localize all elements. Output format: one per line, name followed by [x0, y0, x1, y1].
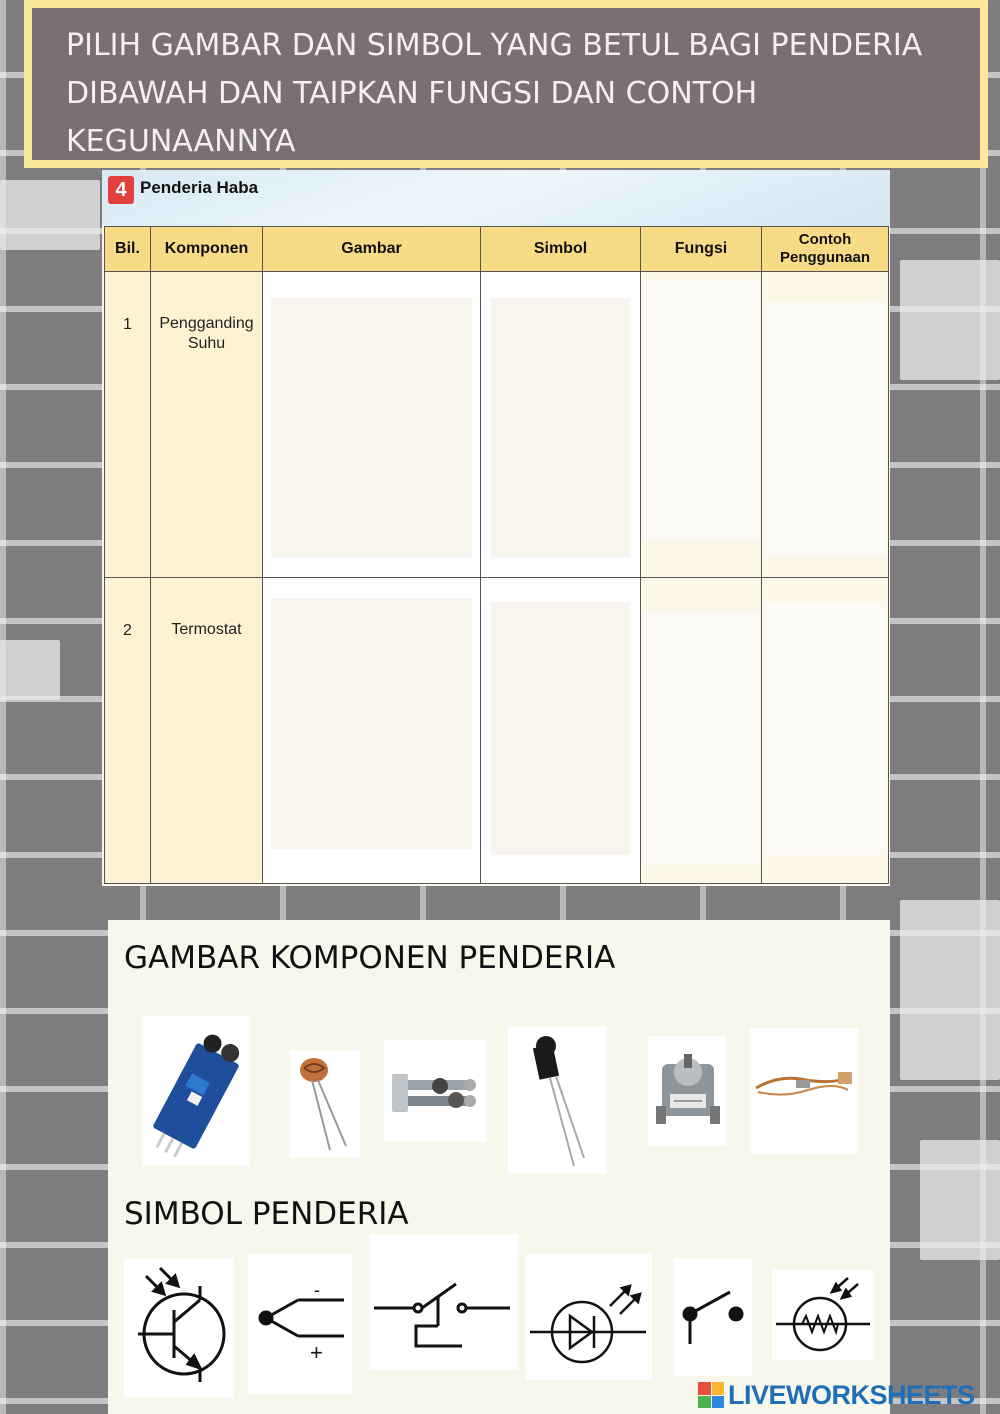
thermocouple-plus-label: + [310, 1340, 323, 1365]
ldr-image[interactable] [290, 1050, 360, 1158]
switch-symbol[interactable] [674, 1258, 752, 1376]
wall-patch [0, 640, 60, 700]
row-component [151, 578, 263, 884]
phototransistor-image[interactable] [508, 1026, 606, 1174]
symbols-heading: SIMBOL PENDERIA [124, 1196, 409, 1232]
ldr-symbol-icon [772, 1270, 874, 1360]
sensor-table [104, 226, 889, 884]
section-header [102, 170, 890, 226]
row-component [151, 272, 263, 578]
ir-sensor-module-image[interactable] [142, 1016, 250, 1166]
drop-slot[interactable] [491, 602, 630, 855]
ldr-icon [290, 1050, 360, 1158]
header-example [762, 227, 889, 272]
drop-slot[interactable] [271, 598, 472, 849]
liveworksheets-logo[interactable] [698, 1378, 994, 1412]
example-input[interactable] [762, 272, 889, 578]
component-name-line-1: Termostat [171, 621, 242, 638]
text-input-area[interactable] [764, 602, 886, 855]
thermocouple-symbol-icon [248, 1254, 352, 1394]
header-function: Fungsi [641, 227, 762, 272]
instruction-line-2: DIBAWAH DAN TAIPKAN FUNGSI DAN CONTOH [66, 76, 758, 111]
text-input-area[interactable] [764, 302, 886, 557]
thermostat-symbol-icon [370, 1234, 518, 1370]
component-name-line-2: Suhu [187, 335, 226, 352]
text-input-area[interactable] [643, 280, 759, 541]
photodiode-symbol-icon [526, 1254, 652, 1380]
phototransistor-icon [508, 1026, 606, 1174]
thermocouple-icon [750, 1028, 858, 1154]
header-symbol: Simbol [481, 227, 641, 272]
phototransistor-symbol[interactable] [124, 1258, 234, 1398]
photodiode-symbol[interactable] [526, 1254, 652, 1380]
switch-symbol-icon [674, 1258, 752, 1376]
liveworksheets-brand-text: LIVEWORKSHEETS [728, 1379, 975, 1410]
instruction-line-3: KEGUNAANNYA [66, 124, 296, 159]
table-row [105, 272, 889, 578]
worksheet-sheet [102, 170, 890, 886]
row-number: 1 [105, 272, 151, 578]
thermocouple-minus-label: - [314, 1280, 320, 1300]
drop-slot[interactable] [491, 298, 630, 557]
header-example-line-1: Contoh [798, 231, 852, 248]
wall-patch [900, 900, 1000, 1080]
header-image: Gambar [263, 227, 481, 272]
wall-patch [920, 1140, 1000, 1260]
image-drop-zone[interactable] [263, 272, 481, 578]
text-input-area[interactable] [643, 612, 759, 865]
liveworksheets-logo-icon [698, 1382, 724, 1408]
image-drop-zone[interactable] [263, 578, 481, 884]
function-input[interactable] [641, 272, 762, 578]
ir-sensor-module-icon [142, 1016, 250, 1166]
timer-switch-image[interactable] [648, 1036, 726, 1146]
thermocouple-image[interactable] [750, 1028, 858, 1154]
bimetal-thermostat-image[interactable] [384, 1040, 486, 1142]
section-number-badge: 4 [108, 176, 134, 204]
header-component: Komponen [151, 227, 263, 272]
phototransistor-symbol-icon [124, 1258, 234, 1398]
timer-switch-icon [648, 1036, 726, 1146]
images-heading: GAMBAR KOMPONEN PENDERIA [124, 940, 616, 976]
wall-patch [0, 180, 100, 250]
instruction-banner [24, 0, 988, 168]
component-name-line-1: Pengganding [159, 315, 254, 332]
header-example-line-2: Penggunaan [779, 249, 870, 266]
symbol-drop-zone[interactable] [481, 578, 641, 884]
thermocouple-symbol[interactable] [248, 1254, 352, 1394]
table-header-row [105, 227, 889, 272]
instruction-line-1: PILIH GAMBAR DAN SIMBOL YANG BETUL BAGI PENDERIA [66, 28, 923, 63]
wall-patch [900, 260, 1000, 380]
thermostat-symbol[interactable] [370, 1234, 518, 1370]
row-number: 2 [105, 578, 151, 884]
ldr-symbol[interactable] [772, 1270, 874, 1360]
instruction-text [32, 8, 980, 160]
bimetal-thermostat-icon [384, 1040, 486, 1142]
symbol-drop-zone[interactable] [481, 272, 641, 578]
table-row [105, 578, 889, 884]
function-input[interactable] [641, 578, 762, 884]
section-title: Penderia Haba [140, 178, 259, 197]
drop-slot[interactable] [271, 298, 472, 557]
components-panel [108, 920, 890, 1414]
example-input[interactable] [762, 578, 889, 884]
header-no: Bil. [105, 227, 151, 272]
